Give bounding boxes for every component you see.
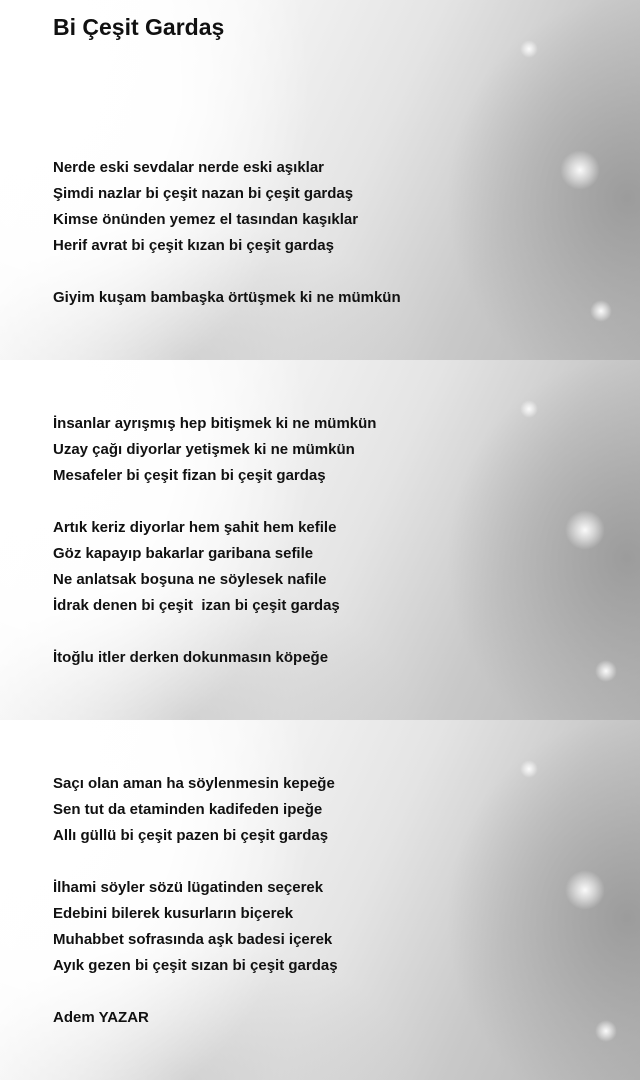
poem-title: Bi Çeşit Gardaş	[53, 14, 225, 40]
sparkle-decoration	[590, 300, 612, 322]
poem-line: Muhabbet sofrasında aşk badesi içerek	[53, 931, 333, 948]
poem-line: İlhami söyler sözü lügatinden seçerek	[53, 879, 324, 896]
sparkle-decoration	[520, 400, 538, 418]
poem-line: Ne anlatsak boşuna ne söylesek nafile	[53, 571, 327, 588]
stanza-4	[53, 515, 340, 619]
poem-line: Allı güllü bi çeşit pazen bi çeşit gardaş	[53, 827, 329, 844]
poem-line: Ayık gezen bi çeşit sızan bi çeşit gardaş	[53, 957, 338, 974]
poem-line: İtoğlu itler derken dokunmasın köpeğe	[53, 649, 329, 666]
poem-line: Edebini bilerek kusurların biçerek	[53, 905, 294, 922]
stanza-2	[53, 285, 401, 311]
stanza-1	[53, 155, 358, 259]
poem-line: Şimdi nazlar bi çeşit nazan bi çeşit gardaş	[53, 185, 354, 202]
stanza-7	[53, 875, 338, 979]
poem-panel-2	[0, 360, 640, 720]
poem-panel-3	[0, 720, 640, 1080]
poem-line: Sen tut da etaminden kadifeden ipeğe	[53, 801, 323, 818]
poem-line: Artık keriz diyorlar hem şahit hem kefile	[53, 519, 337, 536]
poem-line: Göz kapayıp bakarlar garibana sefile	[53, 545, 314, 562]
poem-line: Uzay çağı diyorlar yetişmek ki ne mümkün	[53, 441, 355, 458]
sparkle-decoration	[520, 40, 538, 58]
sparkle-decoration	[565, 870, 605, 910]
poem-line: Saçı olan aman ha söylenmesin kepeğe	[53, 775, 335, 792]
poem-line: Giyim kuşam bambaşka örtüşmek ki ne mümkün	[53, 289, 401, 306]
poem-line: Kimse önünden yemez el tasından kaşıklar	[53, 211, 359, 228]
sparkle-decoration	[520, 760, 538, 778]
poem-line: Nerde eski sevdalar nerde eski aşıklar	[53, 159, 325, 176]
poem-panel-1	[0, 0, 640, 360]
sparkle-decoration	[595, 660, 617, 682]
stanza-5	[53, 645, 328, 671]
stanza-3	[53, 411, 376, 489]
sparkle-decoration	[560, 150, 600, 190]
poem-line: Mesafeler bi çeşit fizan bi çeşit gardaş	[53, 467, 326, 484]
poem-line: İdrak denen bi çeşit izan bi çeşit gardaş	[53, 597, 340, 614]
author-name: Adem YAZAR	[53, 1009, 149, 1026]
poem-line: Herif avrat bi çeşit kızan bi çeşit gardaş	[53, 237, 334, 254]
poem-line: İnsanlar ayrışmış hep bitişmek ki ne mümkün	[53, 415, 377, 432]
sparkle-decoration	[595, 1020, 617, 1042]
stanza-6	[53, 771, 335, 849]
sparkle-decoration	[565, 510, 605, 550]
author-signature	[53, 1005, 149, 1031]
